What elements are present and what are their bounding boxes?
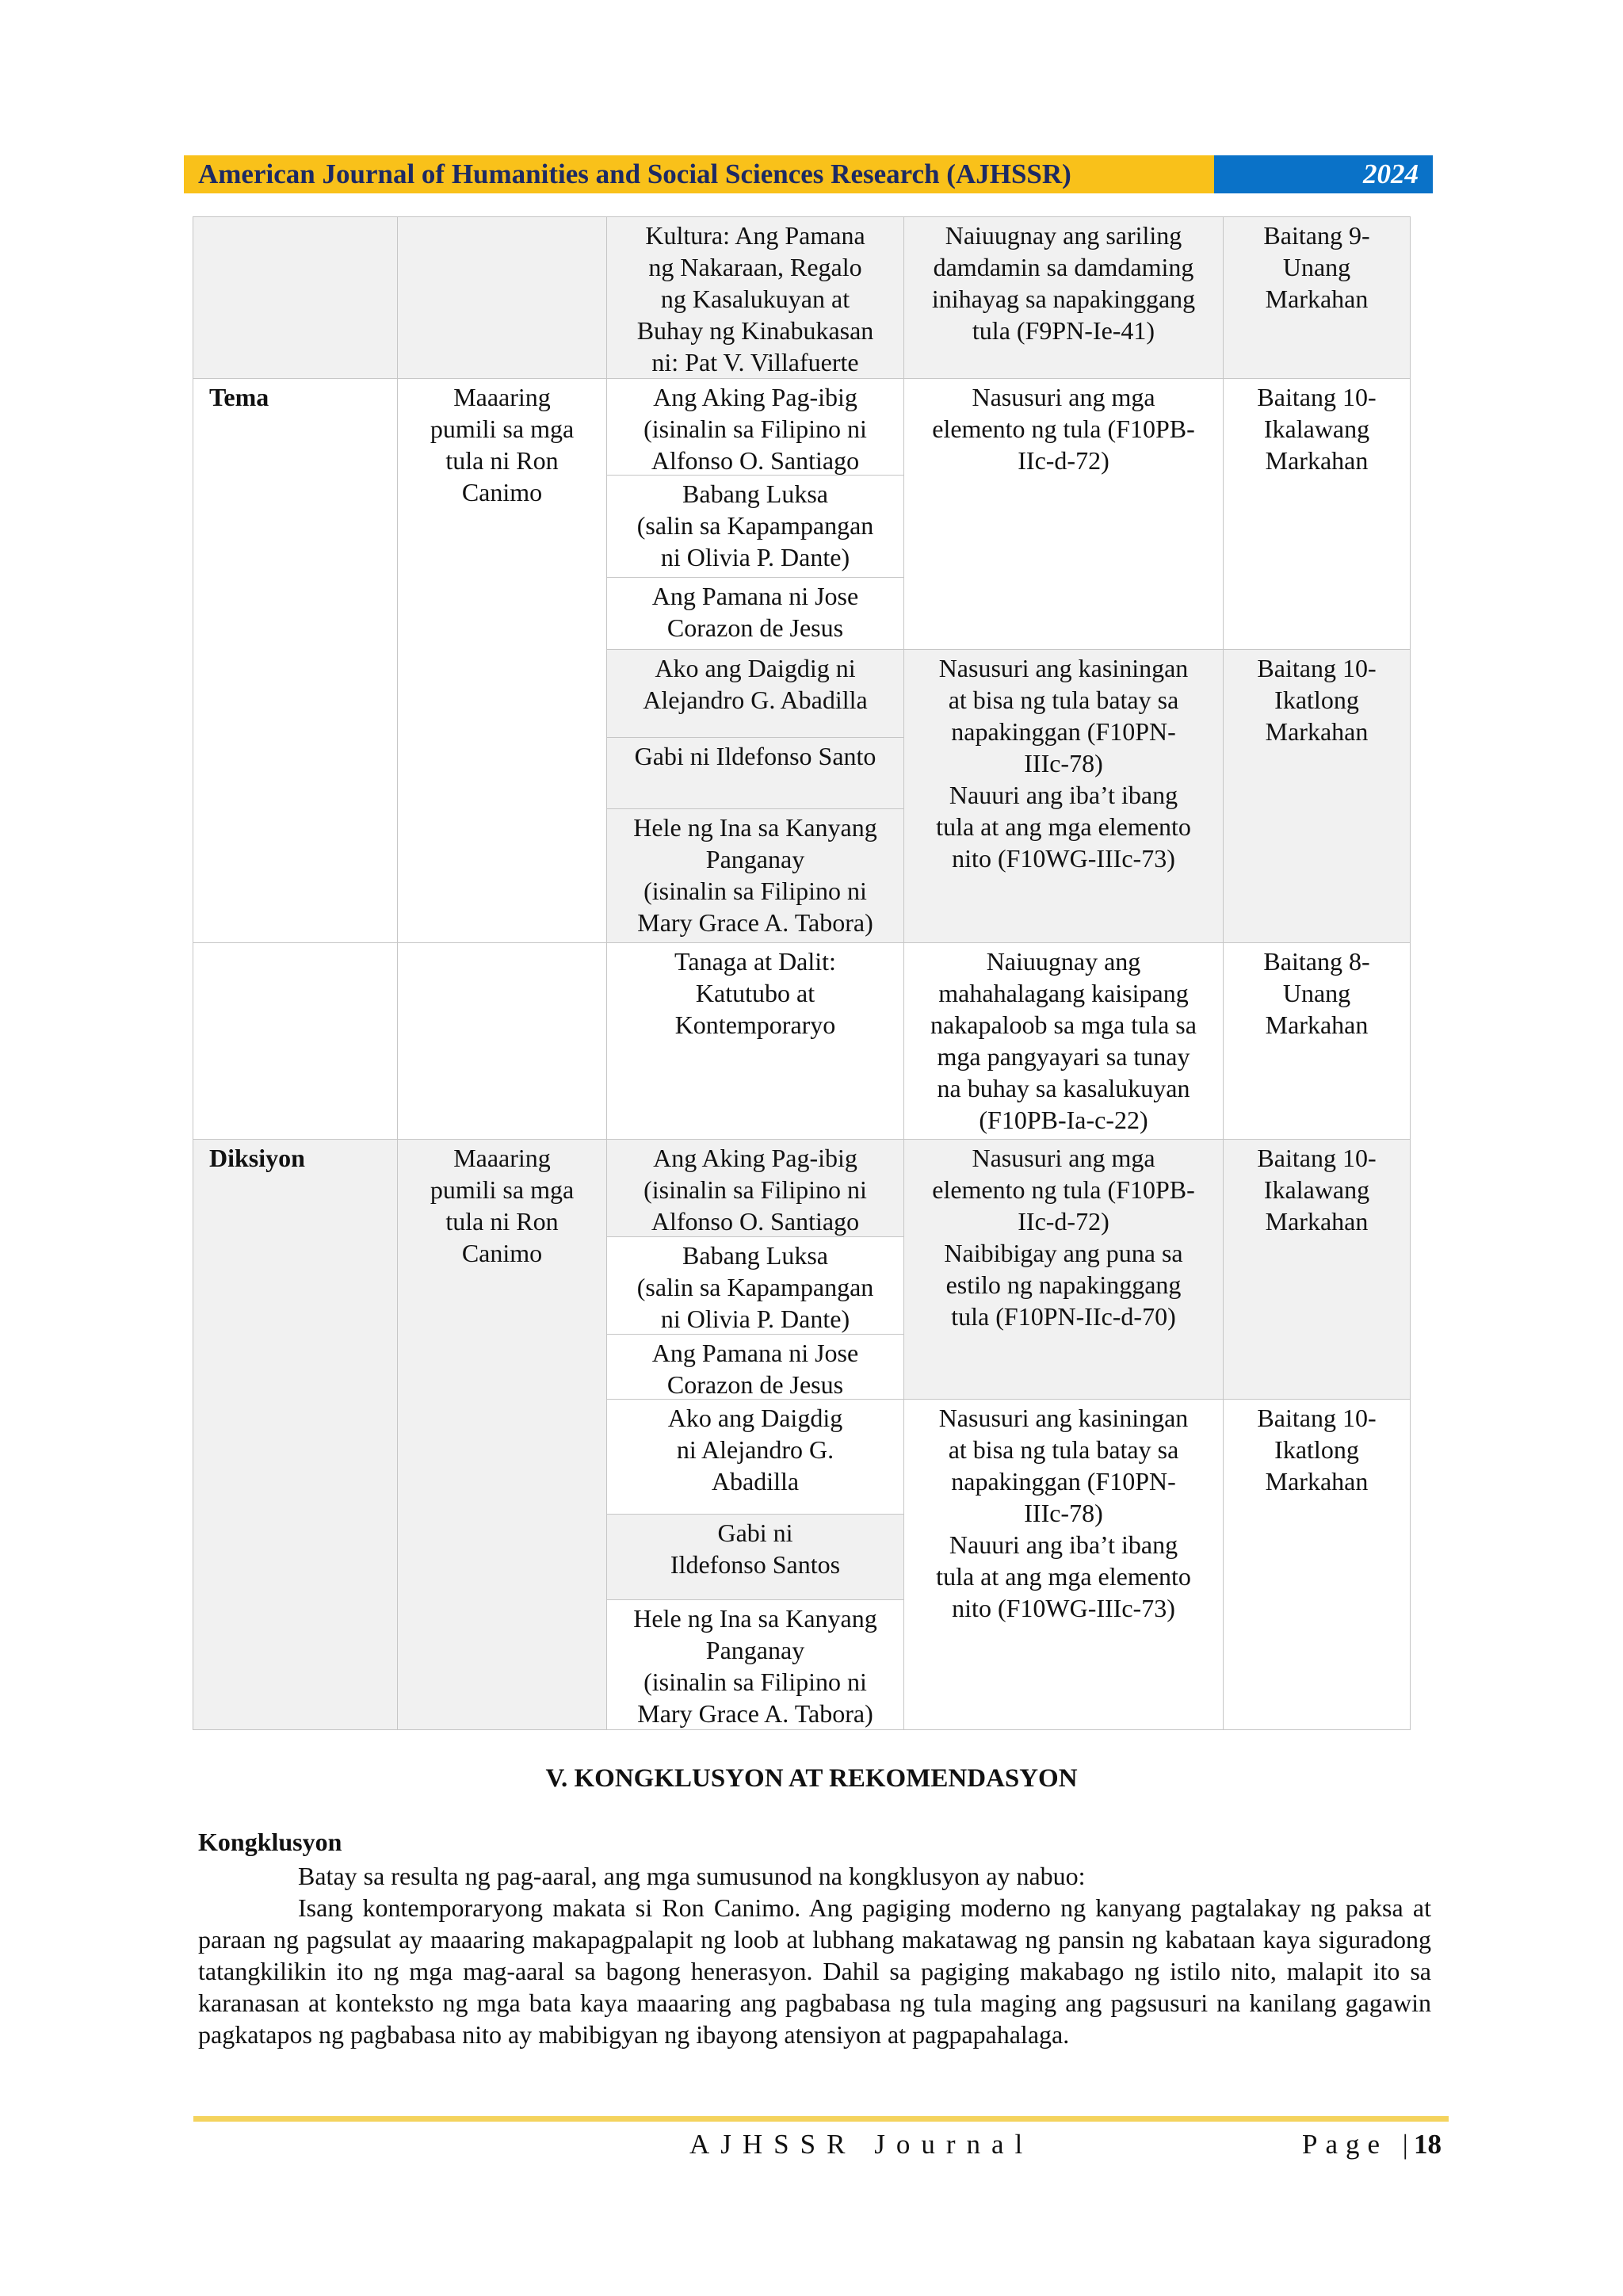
journal-title: American Journal of Humanities and Social Sciences Research (AJHSSR) [184, 155, 1214, 193]
table-cell-poem: Hele ng Ina sa Kanyang Panganay (isinalin sa Filipino ni Mary Grace A. Tabora) [606, 1599, 904, 1730]
table-cell-competency: Nasusuri ang kasiningan at bisa ng tula batay sa napakinggan (F10PN- IIIc-78) Nauuri ang iba’t ibang tula at ang mga elemento nito (F10WG-IIIc-73) [903, 649, 1224, 943]
table-cell-poem: Ang Aking Pag-ibig (isinalin sa Filipino ni Alfonso O. Santiago [606, 1139, 904, 1237]
table-cell-poem: Ako ang Daigdig ni Alejandro G. Abadilla [606, 1399, 904, 1515]
table-cell-grade: Baitang 10- Ikatlong Markahan [1223, 1399, 1411, 1730]
table-cell-poem-source [397, 216, 607, 379]
table-cell-element [193, 216, 398, 379]
table-cell-poem: Ako ang Daigdig ni Alejandro G. Abadilla [606, 649, 904, 738]
table-cell-poem: Kultura: Ang Pamana ng Nakaraan, Regalo ng Kasalukuyan at Buhay ng Kinabukasan ni: Pat V. Villafuerte [606, 216, 904, 379]
footer-journal-name: AJHSSR Journal [689, 2129, 1034, 2160]
table-cell-poem: Babang Luksa (salin sa Kapampangan ni Olivia P. Dante) [606, 1236, 904, 1335]
table-cell-poem: Ang Pamana ni Jose Corazon de Jesus [606, 577, 904, 650]
table-cell-poem-source [397, 942, 607, 1140]
table-cell-poem-source: Maaaring pumili sa mga tula ni Ron Canimo [397, 378, 607, 943]
table-cell-poem: Ang Pamana ni Jose Corazon de Jesus [606, 1334, 904, 1400]
table-cell-element: Tema [193, 378, 398, 943]
table-cell-poem: Gabi ni Ildefonso Santos [606, 1514, 904, 1600]
table-cell-competency: Nasusuri ang kasiningan at bisa ng tula batay sa napakinggan (F10PN- IIIc-78) Nauuri ang iba’t ibang tula at ang mga elemento nito (F10WG-IIIc-73) [903, 1399, 1224, 1730]
table-cell-element [193, 942, 398, 1140]
table-cell-competency: Nasusuri ang mga elemento ng tula (F10PB- IIc-d-72) [903, 378, 1224, 650]
table-cell-grade: Baitang 10- Ikatlong Markahan [1223, 649, 1411, 943]
table-cell-poem: Tanaga at Dalit: Katutubo at Kontemporaryo [606, 942, 904, 1140]
journal-header [184, 155, 1433, 193]
table-cell-competency: Naiuugnay ang sariling damdamin sa damdaming inihayag sa napakinggang tula (F9PN-Ie-41) [903, 216, 1224, 379]
table-cell-poem: Gabi ni Ildefonso Santo [606, 737, 904, 809]
footer-divider [193, 2116, 1449, 2122]
footer-page-number: 18 [1414, 2129, 1442, 2160]
table-cell-grade: Baitang 10- Ikalawang Markahan [1223, 378, 1411, 650]
subsection-title: Kongklusyon [198, 1828, 342, 1856]
table-cell-poem: Ang Aking Pag-ibig (isinalin sa Filipino ni Alfonso O. Santiago [606, 378, 904, 476]
table-cell-grade: Baitang 9- Unang Markahan [1223, 216, 1411, 379]
footer-page-label: Page | [1302, 2129, 1416, 2160]
table-cell-poem: Hele ng Ina sa Kanyang Panganay (isinalin sa Filipino ni Mary Grace A. Tabora) [606, 808, 904, 943]
table-cell-competency: Naiuugnay ang mahahalagang kaisipang nakapaloob sa mga tula sa mga pangyayari sa tunay na buhay sa kasalukuyan (F10PB-Ia-c-22) [903, 942, 1224, 1140]
paragraph-body: Isang kontemporaryong makata si Ron Canimo. Ang pagiging moderno ng kanyang pagtalakay ng paksa at paraan ng pagsulat ay maaaring makapagpalapit ng loob at lubhang makatawag ng pansin ng kabataan kaya siguradong tatangkilikin ito ng mga mag-aaral sa bagong henerasyon. Dahil sa pagiging makabago ng istilo nito, malapit ito sa karanasan at konteksto ng mga bata kaya maaaring ang pagbabasa ng tula maging ang pagsusuri na kanilang gagawin pagkatapos ng pagbabasa nito ay mabibigyan ng ibayong atensiyon at pagpapahalaga. [198, 1893, 1431, 2049]
table-cell-element: Diksiyon [193, 1139, 398, 1730]
table-cell-poem: Babang Luksa (salin sa Kapampangan ni Olivia P. Dante) [606, 475, 904, 578]
table-cell-grade: Baitang 10- Ikalawang Markahan [1223, 1139, 1411, 1400]
table-cell-competency: Nasusuri ang mga elemento ng tula (F10PB- IIc-d-72) Naibibigay ang puna sa estilo ng napakinggang tula (F10PN-IIc-d-70) [903, 1139, 1224, 1400]
paragraph-intro: Batay sa resulta ng pag-aaral, ang mga sumusunod na kongklusyon ay nabuo: [298, 1862, 1086, 1890]
table-cell-grade: Baitang 8- Unang Markahan [1223, 942, 1411, 1140]
section-title: V. KONGKLUSYON AT REKOMENDASYON [545, 1764, 1078, 1793]
journal-year: 2024 [1214, 155, 1433, 193]
table-cell-poem-source: Maaaring pumili sa mga tula ni Ron Canimo [397, 1139, 607, 1730]
